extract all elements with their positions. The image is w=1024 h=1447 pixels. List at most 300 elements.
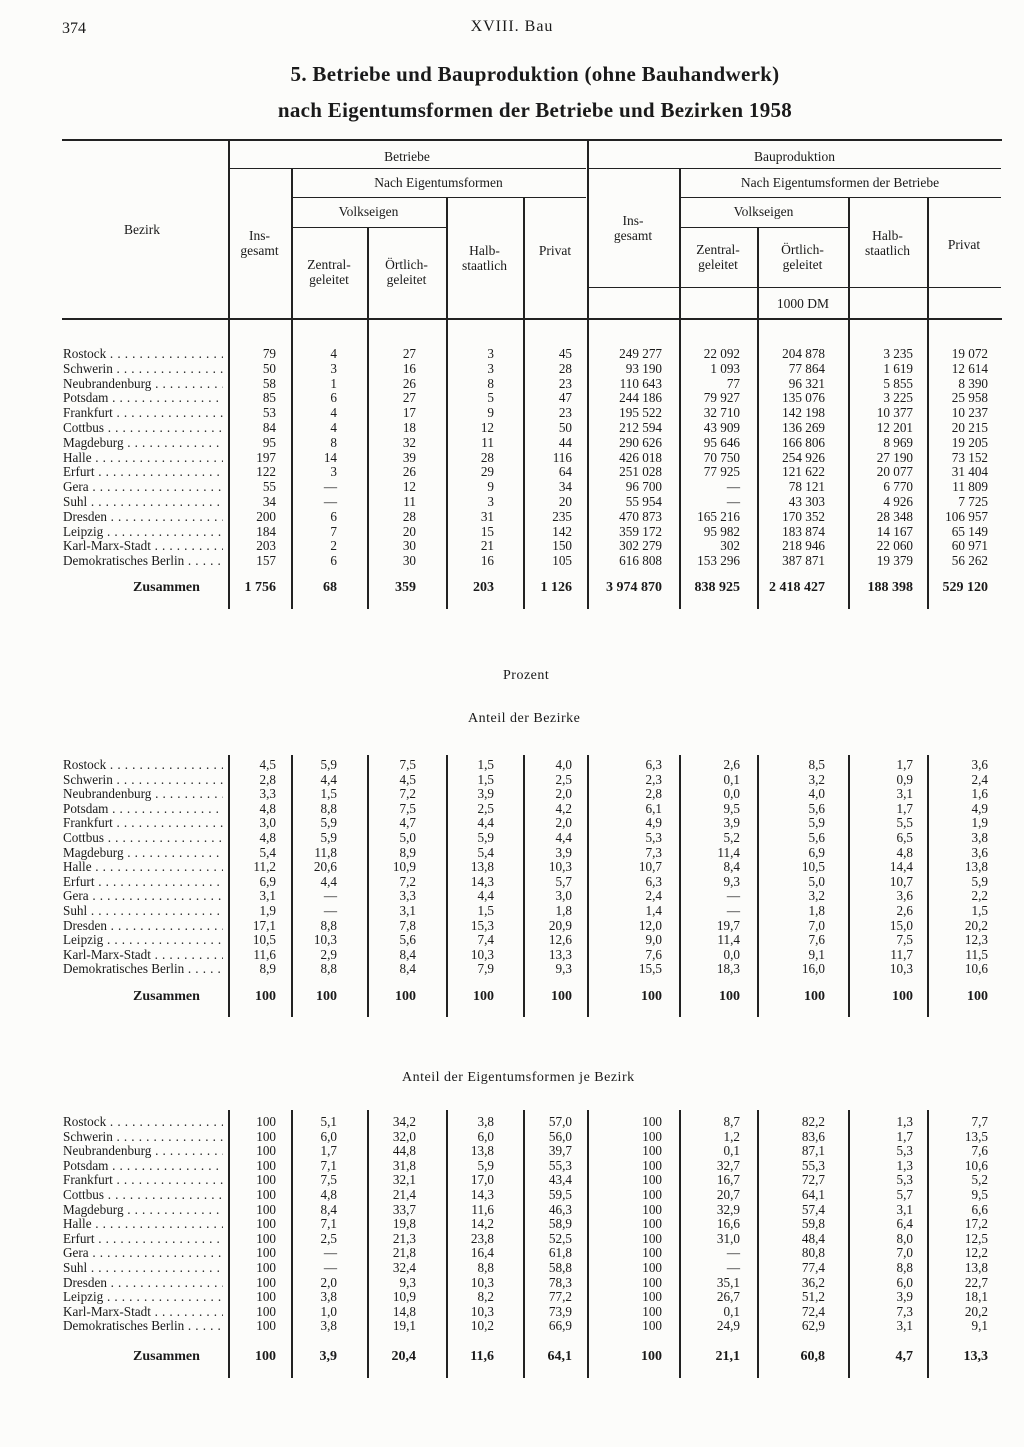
cell-value: 7,7 <box>971 1114 988 1129</box>
table-row <box>0 435 1024 450</box>
cell-value: 0,9 <box>896 771 913 787</box>
cell-value: 52,5 <box>548 1230 572 1246</box>
cell-value: 61,8 <box>548 1245 572 1261</box>
cell-value: 13,5 <box>964 1128 988 1144</box>
cell-value: 29 <box>480 464 494 480</box>
cell-value: 53 <box>262 405 276 421</box>
bezirk-name: Halle . . . <box>63 1216 223 1231</box>
cell-value: 110 643 <box>619 375 662 391</box>
cell-value: 3 <box>487 494 494 509</box>
bezirk-name: Demokratisches Berlin . . . <box>63 961 223 976</box>
cell-value: 14,3 <box>470 1187 494 1202</box>
cell-value: 100 <box>255 989 276 1004</box>
cell-value: 21,4 <box>392 1187 416 1202</box>
cell-value: 0,0 <box>723 786 740 802</box>
cell-value: 100 <box>641 1349 662 1364</box>
cell-value: 100 <box>316 989 337 1004</box>
cell-value: 33,7 <box>392 1201 416 1217</box>
table-row <box>0 801 1024 816</box>
cell-value: 2,4 <box>645 888 662 904</box>
cell-value: 7,0 <box>808 917 825 933</box>
bezirk-name: Leipzig . . . <box>63 1289 223 1304</box>
cell-value: 34 <box>262 494 276 509</box>
cell-value: 100 <box>256 1114 276 1129</box>
cell-value: 13,8 <box>470 1143 494 1159</box>
cell-value: 60 971 <box>951 538 988 554</box>
cell-value: 17,2 <box>964 1216 988 1232</box>
cell-value: 7,8 <box>399 917 416 933</box>
cell-value: 5,7 <box>896 1187 913 1202</box>
cell-value: 14,4 <box>889 859 913 875</box>
section-anteil-eigentumsformen: Anteil der Eigentumsformen je Bezirk <box>402 1070 635 1085</box>
bezirk-name: Halle . . . <box>63 859 223 874</box>
cell-value: 11,7 <box>890 946 913 962</box>
cell-value: 100 <box>642 1114 662 1129</box>
header-bauproduktion: Bauproduktion <box>754 149 835 164</box>
bezirk-name: Gera . . . <box>63 1245 223 1260</box>
cell-value: 7,5 <box>896 932 913 948</box>
cell-value: 2,8 <box>645 786 662 802</box>
bezirk-name: Suhl . . . <box>63 494 223 509</box>
cell-value: 5,3 <box>896 1172 913 1188</box>
cell-value: — <box>726 903 740 918</box>
cell-value: 22,7 <box>964 1274 988 1290</box>
cell-value: 4,8 <box>320 1187 337 1202</box>
cell-value: 3,8 <box>320 1289 337 1305</box>
cell-value: 1,7 <box>896 1128 913 1144</box>
bezirk-name: Cottbus . . . <box>63 830 223 845</box>
cell-value: 32,4 <box>392 1260 416 1275</box>
cell-value: 43,4 <box>548 1172 572 1188</box>
cell-value: 9 <box>487 479 494 495</box>
cell-value: 100 <box>804 989 825 1004</box>
cell-value: 100 <box>642 1260 662 1275</box>
cell-value: 7,4 <box>477 932 494 948</box>
cell-value: 100 <box>642 1128 662 1144</box>
cell-value: 170 352 <box>782 508 825 524</box>
total-row <box>0 1349 1024 1364</box>
cell-value: 28 <box>402 508 416 524</box>
table-row <box>0 346 1024 361</box>
cell-value: 10,3 <box>889 961 913 977</box>
cell-value: 96 700 <box>625 479 662 495</box>
cell-value: 212 594 <box>619 420 662 435</box>
cell-value: 359 <box>395 580 416 595</box>
cell-value: 16,4 <box>470 1245 494 1261</box>
cell-value: 12 614 <box>951 360 988 376</box>
cell-value: 290 626 <box>619 434 662 450</box>
bezirk-name: Rostock . . . <box>63 1114 223 1129</box>
cell-value: 100 <box>256 1303 276 1319</box>
cell-value: 25 958 <box>951 390 988 406</box>
cell-value: 18,3 <box>716 961 740 977</box>
cell-value: 0,1 <box>723 771 740 787</box>
cell-value: 135 076 <box>782 390 825 406</box>
cell-value: 8 <box>330 434 337 450</box>
cell-value: 23 <box>558 405 572 421</box>
cell-value: — <box>726 888 740 904</box>
cell-value: 100 <box>256 1128 276 1144</box>
cell-value: — <box>323 888 337 904</box>
cell-value: 197 <box>256 449 276 465</box>
cell-value: 1,3 <box>896 1157 913 1173</box>
bezirk-name: Erfurt . . . <box>63 1231 223 1246</box>
table-row <box>0 1158 1024 1173</box>
cell-value: 7,5 <box>320 1172 337 1188</box>
cell-value: 4,7 <box>895 1349 913 1364</box>
cell-value: 77 <box>726 375 740 391</box>
cell-value: 9,5 <box>723 800 740 816</box>
cell-value: 6,6 <box>971 1201 988 1217</box>
cell-value: 1 756 <box>244 580 276 595</box>
cell-value: 100 <box>641 989 662 1004</box>
bezirk-name: Dresden . . . <box>63 1275 223 1290</box>
cell-value: 14,3 <box>470 873 494 889</box>
cell-value: 100 <box>642 1318 662 1334</box>
cell-value: 3,6 <box>971 844 988 860</box>
cell-value: 387 871 <box>782 553 825 569</box>
cell-value: 8 390 <box>958 375 988 391</box>
cell-value: 0,1 <box>723 1303 740 1319</box>
cell-value: 12,5 <box>964 1230 988 1246</box>
cell-value: 8,8 <box>896 1260 913 1275</box>
header-rule-unit <box>588 287 1001 288</box>
cell-value: 20,2 <box>964 917 988 933</box>
cell-value: 2,6 <box>723 757 740 772</box>
table-row <box>0 1172 1024 1187</box>
bezirk-name: Frankfurt . . . <box>63 405 223 420</box>
cell-value: 6 <box>330 553 337 569</box>
cell-value: 9,5 <box>971 1187 988 1202</box>
cell-value: 31,0 <box>716 1230 740 1246</box>
cell-value: 32 <box>402 434 416 450</box>
cell-value: 5,0 <box>808 873 825 889</box>
cell-value: 100 <box>719 989 740 1004</box>
cell-value: 5,0 <box>399 830 416 845</box>
bezirk-name: Potsdam . . . <box>63 1158 223 1173</box>
cell-value: 9,3 <box>555 961 572 977</box>
cell-value: 5,3 <box>645 830 662 845</box>
bezirk-name: Neubrandenburg . . . <box>63 786 223 801</box>
cell-value: 50 <box>558 420 572 435</box>
cell-value: 529 120 <box>942 580 988 595</box>
cell-value: 73 152 <box>951 449 988 465</box>
cell-value: 8,9 <box>259 961 276 977</box>
cell-value: 73,9 <box>548 1303 572 1319</box>
cell-value: 838 925 <box>694 580 740 595</box>
header-volkseigen-bau: Volkseigen <box>733 204 794 219</box>
cell-value: 10,3 <box>313 932 337 948</box>
cell-value: 100 <box>642 1303 662 1319</box>
cell-value: 5,9 <box>971 873 988 889</box>
cell-value: 44 <box>558 434 572 450</box>
bezirk-name: Potsdam . . . <box>63 801 223 816</box>
header-rule-nach-2 <box>679 197 1001 198</box>
cell-value: 5,3 <box>896 1143 913 1159</box>
table-row <box>0 390 1024 405</box>
cell-value: 1,8 <box>555 903 572 918</box>
cell-value: 51,2 <box>801 1289 825 1305</box>
table-row <box>0 1187 1024 1202</box>
cell-value: 1,5 <box>971 903 988 918</box>
cell-value: 4,5 <box>259 757 276 772</box>
table-row <box>0 888 1024 903</box>
cell-value: 5,5 <box>896 815 913 831</box>
header-zentralgeleitet-betriebe: Zentral- geleitet <box>307 257 351 287</box>
cell-value: 100 <box>255 1349 276 1364</box>
cell-value: 11,6 <box>253 946 276 962</box>
table-row <box>0 1289 1024 1304</box>
section-anteil-der-bezirke: Anteil der Bezirke <box>468 711 581 726</box>
cell-value: 68 <box>323 580 337 595</box>
cell-value: 9,3 <box>399 1274 416 1290</box>
header-privat-betriebe: Privat <box>538 243 572 258</box>
table-row <box>0 1275 1024 1290</box>
bezirk-name: Suhl . . . <box>63 903 223 918</box>
table-row <box>0 494 1024 509</box>
cell-value: 136 269 <box>782 420 825 435</box>
cell-value: 87,1 <box>801 1143 825 1159</box>
bezirk-name: Dresden . . . <box>63 918 223 933</box>
cell-value: 17 <box>402 405 416 421</box>
cell-value: 21,8 <box>392 1245 416 1261</box>
cell-value: 188 398 <box>867 580 913 595</box>
cell-value: 5,6 <box>399 932 416 948</box>
cell-value: 3,6 <box>896 888 913 904</box>
bezirk-name: Gera . . . <box>63 888 223 903</box>
cell-value: 32,9 <box>716 1201 740 1217</box>
cell-value: 7,1 <box>320 1157 337 1173</box>
cell-value: 19 205 <box>951 434 988 450</box>
cell-value: 34,2 <box>392 1114 416 1129</box>
total-label: Zusammen <box>133 989 200 1004</box>
total-label: Zusammen <box>133 580 200 595</box>
table-row <box>0 932 1024 947</box>
cell-value: 302 279 <box>619 538 662 554</box>
cell-value: 10,5 <box>801 859 825 875</box>
cell-value: 96 321 <box>788 375 825 391</box>
bezirk-name: Cottbus . . . <box>63 1187 223 1202</box>
cell-value: 9,1 <box>808 946 825 962</box>
cell-value: 8 969 <box>883 434 913 450</box>
cell-value: 39 <box>402 449 416 465</box>
cell-value: 195 522 <box>619 405 662 421</box>
bezirk-name: Karl-Marx-Stadt . . . <box>63 947 223 962</box>
cell-value: 10,7 <box>889 873 913 889</box>
cell-value: 27 190 <box>876 449 913 465</box>
cell-value: 93 190 <box>625 360 662 376</box>
bezirk-name: Erfurt . . . <box>63 874 223 889</box>
cell-value: 1,5 <box>477 903 494 918</box>
cell-value: 3 <box>487 360 494 376</box>
table-row <box>0 450 1024 465</box>
cell-value: 18 <box>402 420 416 435</box>
cell-value: 56 262 <box>951 553 988 569</box>
cell-value: 100 <box>256 1245 276 1261</box>
cell-value: 10,3 <box>548 859 572 875</box>
table-row <box>0 1143 1024 1158</box>
cell-value: 1 619 <box>883 360 913 376</box>
table-row <box>0 845 1024 860</box>
cell-value: 22 060 <box>876 538 913 554</box>
cell-value: 82,2 <box>801 1114 825 1129</box>
bezirk-name: Demokratisches Berlin . . . <box>63 553 223 568</box>
cell-value: 26 <box>402 464 416 480</box>
cell-value: 1,8 <box>808 903 825 918</box>
cell-value: 4,4 <box>320 771 337 787</box>
table-row <box>0 524 1024 539</box>
cell-value: 10,9 <box>392 1289 416 1305</box>
cell-value: 7,3 <box>645 844 662 860</box>
bezirk-name: Erfurt . . . <box>63 464 223 479</box>
cell-value: 184 <box>256 523 276 539</box>
cell-value: 10,5 <box>252 932 276 948</box>
cell-value: 1,7 <box>896 800 913 816</box>
cell-value: 20 215 <box>951 420 988 435</box>
cell-value: 31,8 <box>392 1157 416 1173</box>
cell-value: 43 303 <box>788 494 825 509</box>
cell-value: 4,8 <box>896 844 913 860</box>
cell-value: 6 <box>330 390 337 406</box>
cell-value: 7,2 <box>399 873 416 889</box>
cell-value: 64,1 <box>801 1187 825 1202</box>
header-halbstaatlich-betriebe: Halb- staatlich <box>462 243 507 273</box>
cell-value: 20,6 <box>313 859 337 875</box>
cell-value: 77 925 <box>703 464 740 480</box>
cell-value: 14,2 <box>470 1216 494 1232</box>
cell-value: 13,8 <box>964 1260 988 1275</box>
cell-value: 6,3 <box>645 873 662 889</box>
cell-value: 6,0 <box>896 1274 913 1290</box>
cell-value: 56,0 <box>548 1128 572 1144</box>
cell-value: 79 <box>262 346 276 361</box>
table-row <box>0 961 1024 976</box>
cell-value: 2,2 <box>971 888 988 904</box>
total-row <box>0 580 1024 595</box>
cell-value: 32 710 <box>703 405 740 421</box>
cell-value: 4,5 <box>399 771 416 787</box>
cell-value: 72,7 <box>801 1172 825 1188</box>
cell-value: 3,9 <box>477 786 494 802</box>
cell-value: 11,5 <box>965 946 988 962</box>
cell-value: 2,0 <box>555 815 572 831</box>
bezirk-name: Frankfurt . . . <box>63 815 223 830</box>
cell-value: 235 <box>552 508 572 524</box>
cell-value: 3,8 <box>320 1318 337 1334</box>
cell-value: 58,8 <box>548 1260 572 1275</box>
cell-value: 12 201 <box>876 420 913 435</box>
cell-value: 6,0 <box>320 1128 337 1144</box>
cell-value: 70 750 <box>703 449 740 465</box>
cell-value: 4,2 <box>555 800 572 816</box>
bezirk-name: Magdeburg . . . <box>63 435 223 450</box>
header-volkseigen-betriebe: Volkseigen <box>338 204 399 219</box>
table-row <box>0 376 1024 391</box>
cell-value: 100 <box>892 989 913 1004</box>
cell-value: 3 225 <box>883 390 913 406</box>
cell-value: 470 873 <box>619 508 662 524</box>
cell-value: 1 093 <box>710 360 740 376</box>
cell-value: 8,2 <box>477 1289 494 1305</box>
total-row <box>0 989 1024 1004</box>
bezirk-name: Suhl . . . <box>63 1260 223 1275</box>
cell-value: 26 <box>402 375 416 391</box>
cell-value: 26,7 <box>716 1289 740 1305</box>
cell-value: 100 <box>967 989 988 1004</box>
cell-value: 3,6 <box>971 757 988 772</box>
cell-value: — <box>726 494 740 509</box>
cell-value: 7,5 <box>399 800 416 816</box>
cell-value: 7,0 <box>896 1245 913 1261</box>
header-privat-bau: Privat <box>947 237 981 252</box>
cell-value: — <box>323 1260 337 1275</box>
cell-value: 150 <box>552 538 572 554</box>
cell-value: 3,1 <box>399 903 416 918</box>
cell-value: 58,9 <box>548 1216 572 1232</box>
cell-value: 5,9 <box>320 830 337 845</box>
cell-value: 3 <box>330 360 337 376</box>
cell-value: 2,5 <box>555 771 572 787</box>
cell-value: 59,5 <box>548 1187 572 1202</box>
cell-value: 19,7 <box>716 917 740 933</box>
cell-value: 100 <box>256 1318 276 1334</box>
cell-value: 8,4 <box>399 961 416 977</box>
cell-value: 5,9 <box>320 757 337 772</box>
cell-value: 80,8 <box>801 1245 825 1261</box>
cell-value: 0,1 <box>723 1143 740 1159</box>
cell-value: 2,3 <box>645 771 662 787</box>
cell-value: 6,1 <box>645 800 662 816</box>
cell-value: 62,9 <box>801 1318 825 1334</box>
cell-value: 60,8 <box>800 1349 825 1364</box>
cell-value: 8,8 <box>477 1260 494 1275</box>
cell-value: 254 926 <box>782 449 825 465</box>
cell-value: 203 <box>256 538 276 554</box>
cell-value: 11 <box>481 434 494 450</box>
cell-value: 2 418 427 <box>769 580 825 595</box>
table-row <box>0 1260 1024 1275</box>
cell-value: 64 <box>558 464 572 480</box>
cell-value: 100 <box>256 1187 276 1202</box>
cell-value: 10,3 <box>470 1303 494 1319</box>
header-insgesamt-bau: Ins- gesamt <box>613 213 653 243</box>
cell-value: 15,3 <box>470 917 494 933</box>
cell-value: 11 809 <box>952 479 988 495</box>
cell-value: 10,6 <box>964 1157 988 1173</box>
cell-value: 1,0 <box>320 1303 337 1319</box>
cell-value: 142 <box>552 523 572 539</box>
bezirk-name: Rostock . . . <box>63 346 223 361</box>
table-row <box>0 509 1024 524</box>
cell-value: 7,3 <box>896 1303 913 1319</box>
table-title-line-1: 5. Betriebe und Bauproduktion (ohne Bauhandwerk) <box>290 62 780 86</box>
cell-value: 39,7 <box>548 1143 572 1159</box>
bezirk-name: Leipzig . . . <box>63 932 223 947</box>
table-row <box>0 361 1024 376</box>
cell-value: 4,4 <box>477 815 494 831</box>
table-row <box>0 420 1024 435</box>
cell-value: 100 <box>256 1260 276 1275</box>
cell-value: 30 <box>402 538 416 554</box>
cell-value: 36,2 <box>801 1274 825 1290</box>
cell-value: — <box>323 479 337 495</box>
cell-value: 6 770 <box>883 479 913 495</box>
cell-value: 4,8 <box>259 830 276 845</box>
cell-value: 66,9 <box>548 1318 572 1334</box>
cell-value: 3,0 <box>259 815 276 831</box>
cell-value: 20,4 <box>391 1349 416 1364</box>
table-row <box>0 1231 1024 1246</box>
